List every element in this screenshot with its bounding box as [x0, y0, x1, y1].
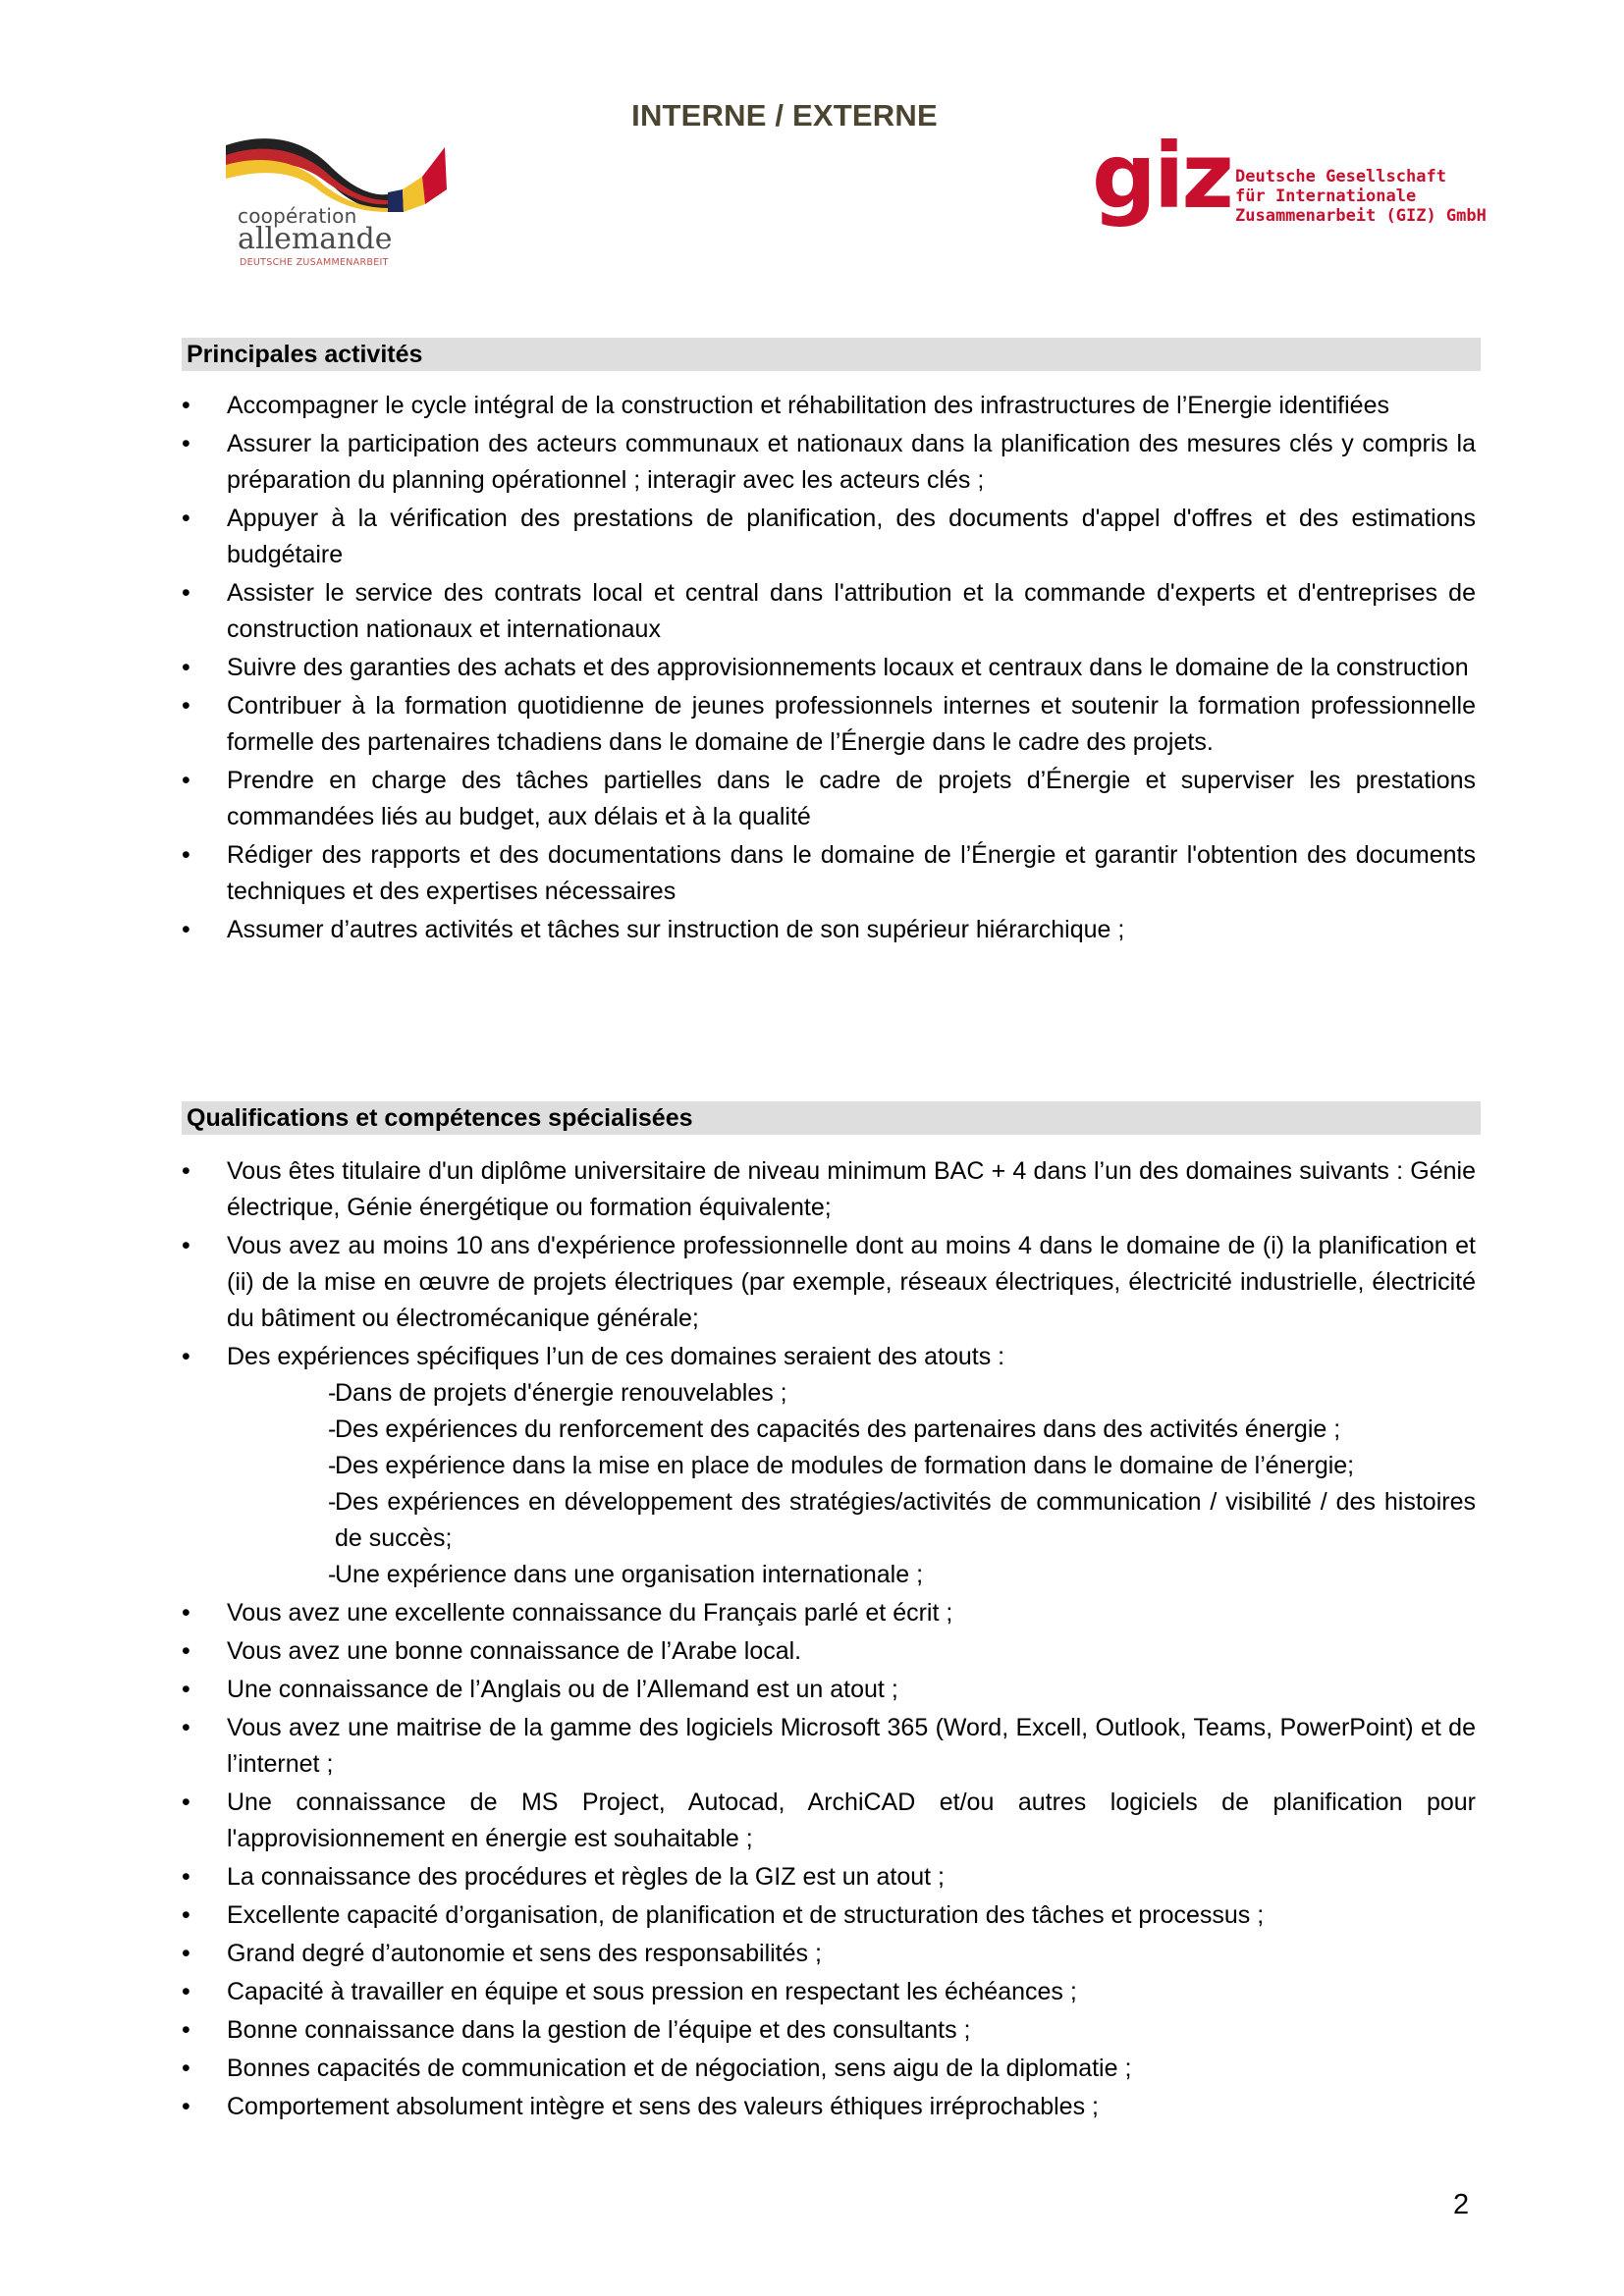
bullet-icon: •	[182, 1599, 190, 1627]
bullet-icon: •	[182, 1901, 190, 1929]
list-item: • Appuyer à la vérification des prestations de planification, des documents d'appel d'offres et des estimations budgétaire	[182, 501, 1476, 573]
list-item: • Une connaissance de l’Anglais ou de l’Allemand est un atout ;	[182, 1672, 1476, 1708]
list-item: • Grand degré d’autonomie et sens des responsabilités ;	[182, 1936, 1476, 1972]
giz-name-line: Zusammenarbeit (GIZ) GmbH	[1235, 206, 1487, 226]
list-item: • Une connaissance de MS Project, Autocad, ArchiCAD et/ou autres logiciels de planification pour l'approvisionnement en énergie est souhaitable ;	[182, 1785, 1476, 1857]
bullet-icon: •	[182, 1676, 190, 1703]
bullet-icon: •	[182, 916, 190, 943]
logo-line-cooperation: coopération	[238, 204, 357, 228]
bullet-icon: •	[182, 1637, 190, 1665]
section-heading-qualifications: Qualifications et compétences spécialisées	[182, 1101, 1481, 1135]
list-item: • Bonne connaissance dans la gestion de l’équipe et des consultants ;	[182, 2012, 1476, 2049]
dash-icon: -	[328, 1452, 337, 1479]
bullet-icon: •	[182, 1232, 190, 1259]
dash-icon: -	[328, 1379, 337, 1407]
bullet-icon: •	[182, 841, 190, 869]
bullet-icon: •	[182, 1157, 190, 1185]
list-item: • La connaissance des procédures et règles de la GIZ est un atout ;	[182, 1859, 1476, 1896]
bullet-icon: •	[182, 430, 190, 457]
bullet-icon: •	[182, 1940, 190, 1967]
list-item: • Comportement absolument intègre et sens des valeurs éthiques irréprochables ;	[182, 2089, 1476, 2125]
bullet-icon: •	[182, 1863, 190, 1891]
list-item: • Contribuer à la formation quotidienne de jeunes professionnels internes et soutenir la formation professionnelle formelle des partenaires tchadiens dans le domaine de l’Énergie dans le cadre des projets.	[182, 688, 1476, 761]
page-header-title: INTERNE / EXTERNE	[631, 98, 938, 133]
dash-icon: -	[328, 1488, 337, 1516]
flag-ribbon-icon	[221, 135, 457, 214]
bullet-icon: •	[182, 1714, 190, 1741]
bullet-icon: •	[182, 1978, 190, 2005]
logo-line-deutsche-zusammenarbeit: DEUTSCHE ZUSAMMENARBEIT	[240, 257, 389, 268]
list-item: • Suivre des garanties des achats et des approvisionnements locaux et centraux dans le domaine de la construction	[182, 650, 1476, 686]
list-item: • Vous avez au moins 10 ans d'expérience professionnelle dont au moins 4 dans le domaine de (i) la planification et (ii) de la mise en œuvre de projets électriques (par exemple, réseaux électriques, électricité industrielle, électricité du bâtiment ou électromécanique générale;	[182, 1228, 1476, 1337]
list-item: • Accompagner le cycle intégral de la construction et réhabilitation des infrastructures de l’Energie identifiées	[182, 388, 1476, 424]
logo-line-allemande: allemande	[238, 222, 393, 256]
list-item: • Excellente capacité d’organisation, de planification et de structuration des tâches et processus ;	[182, 1897, 1476, 1934]
bullet-icon: •	[182, 767, 190, 794]
dash-icon: -	[328, 1415, 337, 1443]
sub-list-item: - Dans de projets d'énergie renouvelables ;	[227, 1375, 1476, 1412]
list-item: • Capacité à travailler en équipe et sous pression en respectant les échéances ;	[182, 1974, 1476, 2010]
list-item: • Vous avez une maitrise de la gamme des logiciels Microsoft 365 (Word, Excell, Outlook, Teams, PowerPoint) et de l’internet ;	[182, 1710, 1476, 1783]
qualifications-list	[182, 1153, 1476, 2125]
list-item: • Assurer la participation des acteurs communaux et nationaux dans la planification des mesures clés y compris la préparation du planning opérationnel ; interagir avec les acteurs clés ;	[182, 426, 1476, 499]
list-item: • Bonnes capacités de communication et de négociation, sens aigu de la diplomatie ;	[182, 2051, 1476, 2087]
list-item: • Rédiger des rapports et des documentations dans le domaine de l’Énergie et garantir l'obtention des documents techniques et des expertises nécessaires	[182, 837, 1476, 910]
section-heading-activities: Principales activités	[182, 338, 1481, 371]
bullet-icon: •	[182, 654, 190, 681]
bullet-icon: •	[182, 2093, 190, 2120]
cooperation-allemande-logo	[221, 135, 476, 273]
sub-list-item: - Des expériences en développement des stratégies/activités de communication / visibilité / des histoires de succès;	[227, 1484, 1476, 1557]
list-item: • Des expériences spécifiques l’un de ces domaines seraient des atouts : - Dans de projets d'énergie renouvelables ; - Des expériences du renforcement des capacités des partenaires dans des activités énergie ; - Des expérience dans la mise en place de modules de formation dans le domaine de l’énergie; - Des expériences en développement des stratégies/activités de communication / visibilité / des histoires de succès; - Une expérience dans une organisation internationale ;	[182, 1339, 1476, 1593]
bullet-icon: •	[182, 692, 190, 720]
giz-name-line: für Internationale	[1235, 187, 1417, 206]
bullet-icon: •	[182, 2016, 190, 2044]
giz-name-line: Deutsche Gesellschaft	[1235, 167, 1446, 187]
list-item: • Vous avez une bonne connaissance de l’Arabe local.	[182, 1633, 1476, 1670]
list-item: • Assumer d’autres activités et tâches sur instruction de son supérieur hiérarchique ;	[182, 912, 1476, 948]
bullet-icon: •	[182, 2055, 190, 2082]
list-item: • Assister le service des contrats local et central dans l'attribution et la commande d'experts et d'entreprises de construction nationaux et internationaux	[182, 575, 1476, 648]
giz-wordmark: giz	[1092, 124, 1231, 229]
bullet-icon: •	[182, 1789, 190, 1816]
list-item: • Vous êtes titulaire d'un diplôme universitaire de niveau minimum BAC + 4 dans l’un des domaines suivants : Génie électrique, Génie énergétique ou formation équivalente;	[182, 1153, 1476, 1226]
sub-list-item: - Une expérience dans une organisation internationale ;	[227, 1557, 1476, 1593]
activities-list	[182, 388, 1476, 948]
sub-list	[227, 1375, 1476, 1593]
bullet-icon: •	[182, 1343, 190, 1370]
giz-organization-name	[1235, 167, 1487, 226]
bullet-icon: •	[182, 579, 190, 607]
dash-icon: -	[328, 1561, 337, 1588]
bullet-icon: •	[182, 392, 190, 419]
page-number: 2	[1453, 2189, 1470, 2220]
giz-logo	[1092, 124, 1487, 255]
bullet-icon: •	[182, 505, 190, 532]
sub-list-item: - Des expériences du renforcement des capacités des partenaires dans des activités énergie ;	[227, 1412, 1476, 1448]
sub-list-item: - Des expérience dans la mise en place de modules de formation dans le domaine de l’énergie;	[227, 1448, 1476, 1484]
list-item: • Vous avez une excellente connaissance du Français parlé et écrit ;	[182, 1595, 1476, 1631]
list-item: • Prendre en charge des tâches partielles dans le cadre de projets d’Énergie et superviser les prestations commandées liés au budget, aux délais et à la qualité	[182, 763, 1476, 835]
